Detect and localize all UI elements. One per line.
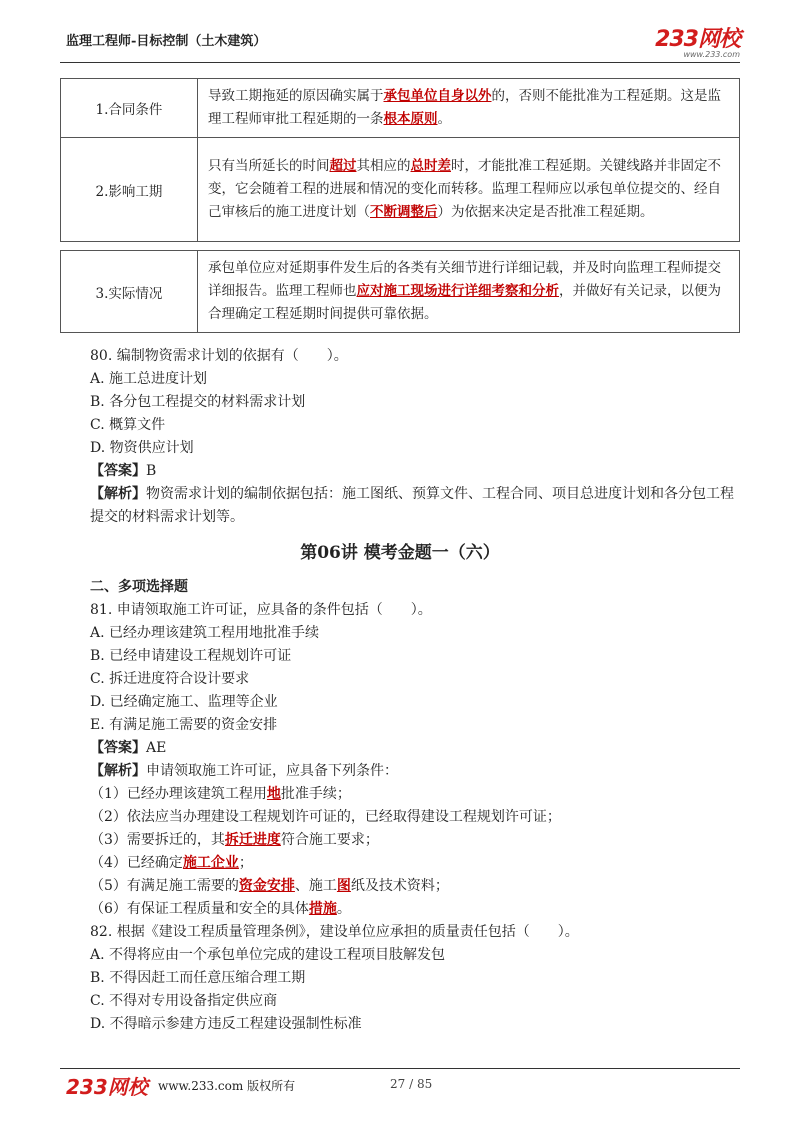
highlighted-term: 地: [266, 786, 281, 802]
highlighted-term: 总时差: [410, 158, 451, 174]
highlighted-term: 根本原则: [383, 111, 438, 127]
text-run: ；: [238, 855, 253, 871]
text-run: 符合施工要求；: [280, 832, 379, 848]
row-key: 1.合同条件: [61, 79, 198, 138]
highlighted-term: 超过: [329, 158, 357, 174]
q80-option-a: A. 施工总进度计划: [90, 371, 208, 387]
highlighted-term: 不断调整后: [370, 204, 438, 220]
highlighted-term: 拆迁进度: [224, 832, 281, 848]
highlighted-term: 资金安排: [238, 878, 295, 894]
highlighted-term: 应对施工现场进行详细考察和分析: [356, 283, 559, 299]
logo-url: www.233.com: [683, 50, 740, 59]
q82-option-b: B. 不得因赶工而任意压缩合理工期: [90, 970, 306, 986]
q80-analysis: [90, 483, 740, 529]
analysis-label: 【解析】: [90, 763, 146, 779]
highlighted-term: 图: [336, 878, 351, 894]
row-key: 3.实际情况: [61, 251, 198, 333]
answer-label: 【答案】: [90, 740, 146, 756]
text-run: 承包单位应对延期事件发生后的各类有关细节进行详细记载，并及时向监理工程师提交详细报告。监理工程师也: [208, 260, 721, 299]
q81-option-a: A. 已经办理该建筑工程用地批准手续: [90, 625, 320, 641]
footer-logo: 233网校: [66, 1075, 148, 1099]
answer-value: B: [146, 463, 157, 479]
text-run: （1）已经办理该建筑工程用: [90, 786, 267, 802]
text-run: （5）有满足施工需要的: [90, 878, 239, 894]
highlighted-term: 措施: [308, 901, 337, 917]
q80-option-d: D. 物资供应计划: [90, 440, 194, 456]
q81-answer: [90, 737, 166, 757]
analysis-text: 物资需求计划的编制依据包括：施工图纸、预算文件、工程合同、项目总进度计划和各分包工程提交的材料需求计划等。: [90, 486, 734, 525]
analysis-text: 申请领取施工许可证，应具备下列条件：: [146, 763, 398, 779]
q82-option-a: A. 不得将应由一个承包单位完成的建设工程项目肢解发包: [90, 947, 446, 963]
brand-logo: [655, 22, 740, 59]
logo-text: 233网校: [655, 27, 740, 52]
condition-table-a: [60, 78, 740, 242]
lecture-title: 第06讲 模考金题一（六）: [300, 543, 500, 563]
row-value: [198, 79, 740, 138]
q82-option-c: C. 不得对专用设备指定供应商: [90, 993, 278, 1009]
text-run: 、施工: [294, 878, 337, 894]
table-row: [61, 251, 740, 333]
q82-option-d: D. 不得暗示参建方违反工程建设强制性标准: [90, 1016, 362, 1032]
q81-option-d: D. 已经确定施工、监理等企业: [90, 694, 278, 710]
q81-option-e: E. 有满足施工需要的资金安排: [90, 717, 278, 733]
q81-point: [90, 829, 379, 849]
text-run: （2）依法应当办理建设工程规划许可证的，已经取得建设工程规划许可证；: [90, 809, 561, 825]
row-value: [198, 251, 740, 333]
text-run: ）为依据来决定是否批准工程延期。: [437, 204, 654, 220]
q81-point: [90, 875, 449, 895]
q81-point: [90, 783, 351, 803]
text-run: 。: [336, 901, 351, 917]
text-run: 纸及技术资料；: [350, 878, 449, 894]
page-number: 27 / 85: [390, 1077, 433, 1091]
section-title: 二、多项选择题: [90, 579, 188, 595]
table-row: [61, 138, 740, 242]
text-run: 的，否则不能批准为工程延期。这是监理工程师审批工程延期的一条: [208, 88, 721, 127]
page-footer: [60, 1068, 740, 1099]
q81-point: [90, 898, 351, 918]
answer-label: 【答案】: [90, 463, 146, 479]
q80-option-c: C. 概算文件: [90, 417, 166, 433]
q80-answer: [90, 460, 156, 480]
q80-option-b: B. 各分包工程提交的材料需求计划: [90, 394, 306, 410]
highlighted-term: 施工企业: [182, 855, 239, 871]
q82-question: 82. 根据《建设工程质量管理条例》，建设单位应承担的质量责任包括（ ）。: [90, 924, 579, 940]
q81-point: [90, 852, 253, 872]
q81-option-b: B. 已经申请建设工程规划许可证: [90, 648, 292, 664]
table-row: [61, 79, 740, 138]
text-run: （6）有保证工程质量和安全的具体: [90, 901, 309, 917]
q81-option-c: C. 拆迁进度符合设计要求: [90, 671, 250, 687]
text-run: 批准手续；: [280, 786, 351, 802]
text-run: （3）需要拆迁的，其: [90, 832, 225, 848]
course-title: 监理工程师-目标控制（土木建筑）: [66, 34, 267, 49]
answer-value: AE: [146, 740, 167, 756]
text-run: 只有当所延长的时间: [208, 158, 330, 174]
footer-copyright: www.233.com 版权所有: [158, 1079, 296, 1093]
row-key: 2.影响工期: [61, 138, 198, 242]
text-run: 其相应的: [356, 158, 411, 174]
analysis-label: 【解析】: [90, 486, 146, 502]
q81-analysis: [90, 760, 398, 780]
text-run: ，并做好有关记录，以便为合理确定工程延期时间提供可靠依据。: [208, 283, 721, 322]
text-run: 时，才能批准工程延期。关键线路并非固定不变，它会随着工程的进展和情况的变化而转移。监理工程师应以承包单位提交的、经自己审核后的施工进度计划（: [208, 158, 721, 220]
text-run: 。: [437, 111, 451, 127]
row-value: [198, 138, 740, 242]
q81-question: 81. 申请领取施工许可证，应具备的条件包括（ ）。: [90, 602, 432, 618]
condition-table-b: [60, 250, 740, 333]
text-run: （4）已经确定: [90, 855, 183, 871]
q80-question: 80. 编制物资需求计划的依据有（ ）。: [90, 348, 348, 364]
page-header: [60, 22, 740, 63]
text-run: 导致工期拖延的原因确实属于: [208, 88, 384, 104]
highlighted-term: 承包单位自身以外: [383, 88, 492, 104]
q81-point: [90, 806, 561, 826]
